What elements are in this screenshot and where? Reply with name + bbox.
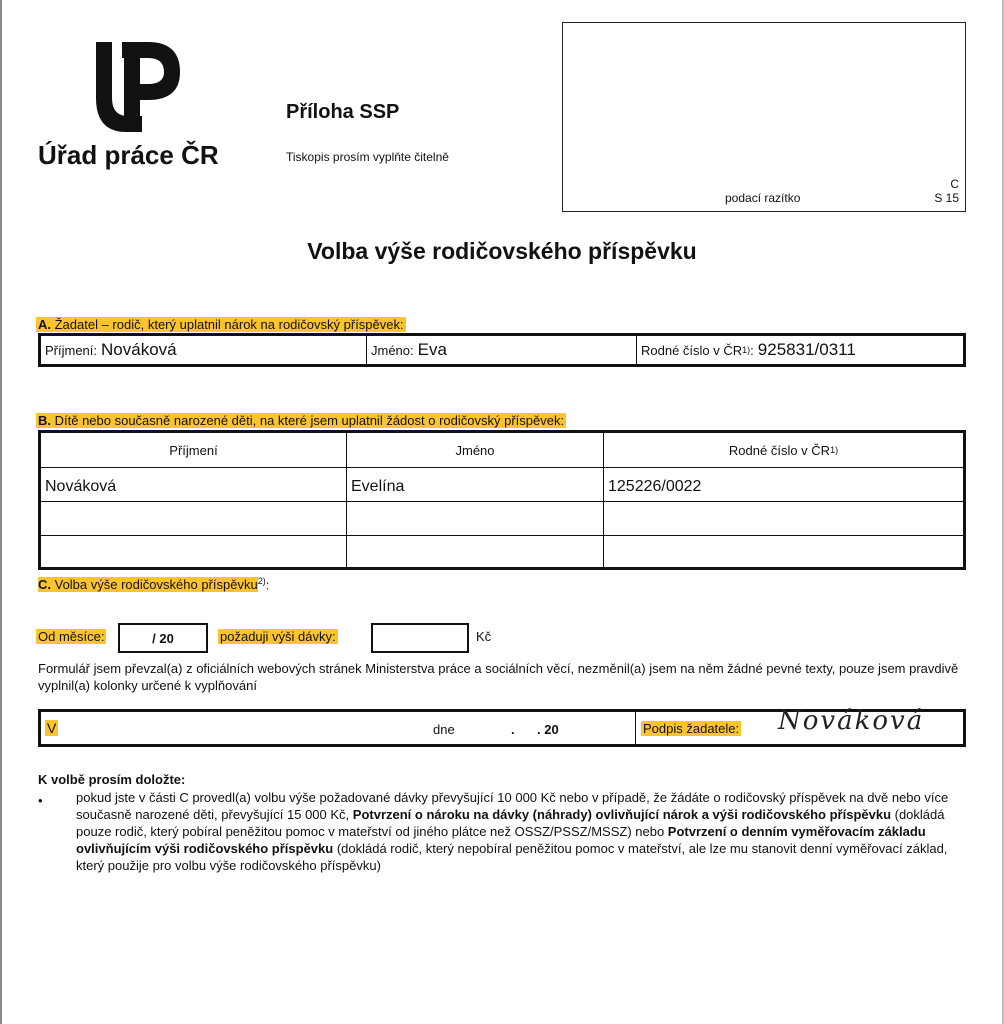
currency-label: Kč	[476, 629, 492, 644]
signature-label: Podpis žadatele:	[643, 721, 740, 736]
notes-text: pokud jste v části C provedl(a) volbu výše požadované dávky převyšující 10 000 Kč nebo v případě, že žádáte o rodičovský příspěvek na dvě nebo více současně narozené děti, převyšující 15 000 Kč, Potvrzení o nároku na dávky (náhrady) ovlivňující nárok a výši rodičovského příspěvku (dokládá pouze rodič, který pobíral peněžitou pomoc v mateřství od jiného plátce než OSSZ/PSSZ/MSSZ) nebo Potvrzení o denním vyměřovacím základu ovlivňujícím výši rodičovského příspěvku (dokládá rodič, který nepobíral peněžitou pomoc v mateřství, ale lze mu stanovit denní vyměřovací základ, který použije pro volbu výše rodičovského příspěvku)	[76, 790, 949, 873]
column-header-name: Jméno	[455, 442, 495, 458]
child-birth-number-cell[interactable]: 125226/0022	[608, 478, 702, 495]
date-year: . 20	[537, 722, 559, 737]
form-title: Volba výše rodičovského příspěvku	[307, 238, 697, 264]
applicant-name-field[interactable]: Jméno: Eva	[371, 340, 447, 359]
notes-title: K volbě prosím doložte:	[38, 772, 186, 787]
column-header-birth-number: Rodné číslo v ČR 1)	[728, 442, 839, 458]
urad-prace-logo	[86, 38, 186, 136]
section-a-label: A. Žadatel – rodič, který uplatnil nárok na rodičovský příspěvek:	[38, 317, 404, 332]
amount-input[interactable]	[371, 623, 469, 653]
column-header-surname: Příjmení	[169, 442, 218, 458]
from-month-label: Od měsíce:	[38, 629, 105, 644]
page-edge	[0, 0, 2, 1024]
applicant-birth-number-field[interactable]: Rodné číslo v ČR 1) : 925831/0311	[641, 340, 856, 359]
applicant-row	[38, 333, 966, 367]
declaration-text: Formulář jsem převzal(a) z oficiálních webových stránek Ministerstva práce a sociálních věcí, nezměnil(a) jsem na něm žádné pevné texty, pouze jsem pravdivě vyplnil(a) kolonky určené k vyplňování	[38, 661, 959, 693]
filing-stamp-box	[562, 22, 966, 212]
applicant-signature: Nováková	[778, 706, 925, 736]
from-month-input[interactable]: / 20	[118, 623, 208, 653]
applicant-surname-field[interactable]: Příjmení: Nováková	[45, 340, 177, 359]
form-code: Příloha SSP	[286, 101, 400, 123]
section-b-label: B. Dítě nebo současně narozené děti, na které jsem uplatnil žádost o rodičovský příspěvek:	[38, 413, 565, 428]
child-name-cell[interactable]: Evelína	[351, 478, 405, 495]
date-label: dne	[433, 722, 455, 737]
amount-label: požaduji výši dávky:	[220, 629, 336, 644]
date-separator: .	[511, 722, 515, 737]
form-code-label: C S 15	[934, 177, 959, 205]
organization-name: Úřad práce ČR	[38, 140, 219, 170]
child-surname-cell[interactable]: Nováková	[45, 478, 117, 495]
section-c-label: C. Volba výše rodičovského příspěvku$^{2)}$:	[38, 576, 270, 593]
bullet-icon: •	[38, 793, 43, 808]
place-label: V	[47, 720, 57, 736]
form-instruction: Tiskopis prosím vyplňte čitelně	[286, 150, 449, 164]
stamp-label: podací razítko	[725, 191, 801, 205]
children-table	[38, 430, 966, 570]
